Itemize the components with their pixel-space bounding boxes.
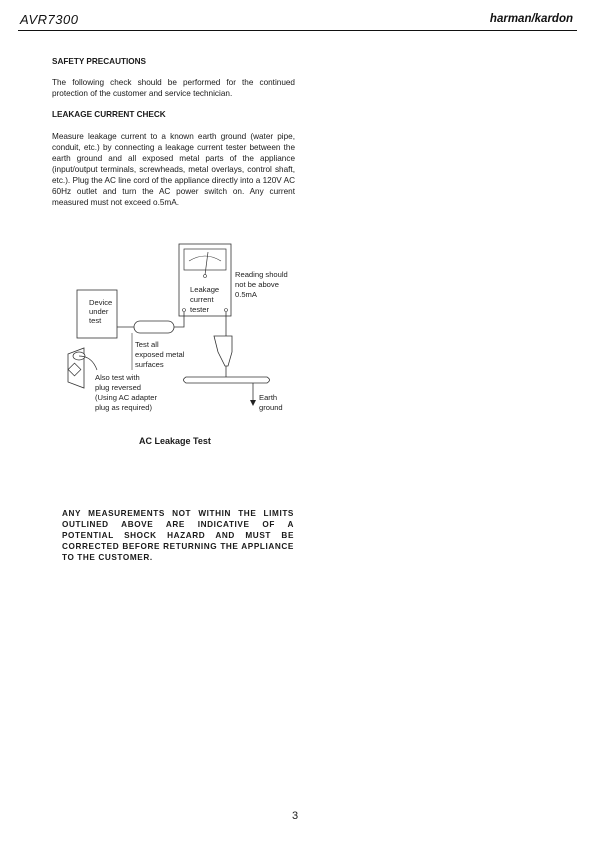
- tester-label-1: Leakage: [190, 285, 220, 294]
- device-label-2: under: [89, 307, 109, 316]
- leakage-section: [52, 110, 295, 119]
- test-probe: [134, 321, 174, 333]
- test-label-2: exposed metal: [135, 350, 185, 359]
- test-label-1: Test all: [135, 340, 159, 349]
- leakage-text: Measure leakage current to a known earth ground (water pipe, conduit, etc.) by connecting a leakage current tester between the earth ground and all exposed metal parts of the appliance (input/output terminals, screwheads, metal overlays, control shaft, etc.). Plug the AC line cord of the appliance directly into a 120V AC 60Hz outlet and turn the AC power switch on. Any current measured must not exceed o.5mA.: [52, 132, 295, 207]
- device-label-1: Device: [89, 298, 113, 307]
- safety-section: [52, 57, 295, 66]
- tester-label-2: current: [190, 295, 214, 304]
- reading-label-1: Reading should: [235, 270, 288, 279]
- leakage-test-diagram: [62, 238, 302, 438]
- earth-pipe: [184, 377, 270, 383]
- plug-label-3: (Using AC adapter: [95, 393, 158, 402]
- page-number: 3: [292, 810, 299, 822]
- earth-label-2: ground: [259, 403, 283, 412]
- earth-ground-icon: [250, 400, 256, 406]
- plug-label-1: Also test with: [95, 373, 140, 382]
- safety-body: [52, 77, 295, 99]
- warning-text: ANY MEASUREMENTS NOT WITHIN THE LIMITS OUTLINED ABOVE ARE INDICATIVE OF A POTENTIAL SHOCK HAZARD AND MUST BE CORRECTED BEFORE RETURNING THE APPLIANCE TO THE CUSTOMER.: [62, 509, 294, 562]
- diagram-caption: AC Leakage Test: [139, 436, 211, 446]
- leakage-body: [52, 131, 295, 208]
- tester-label-3: tester: [190, 305, 209, 314]
- meter-face: [184, 249, 226, 270]
- plug-label-4: plug as required): [95, 403, 152, 412]
- safety-heading: SAFETY PRECAUTIONS: [52, 57, 147, 66]
- earth-label-1: Earth: [259, 393, 278, 402]
- device-label-3: test: [89, 316, 102, 325]
- leakage-heading: LEAKAGE CURRENT CHECK: [52, 110, 166, 119]
- plug-label-2: plug reversed: [95, 383, 142, 392]
- test-label-3: surfaces: [135, 360, 164, 369]
- earth-clamp: [214, 336, 232, 366]
- header-rule: [18, 30, 577, 31]
- model-name: AVR7300: [20, 12, 79, 27]
- brand-logo: harman/kardon: [489, 13, 573, 25]
- reading-label-3: 0.5mA: [235, 290, 257, 299]
- safety-text: The following check should be performed for the continued protection of the customer and service technician.: [52, 78, 295, 98]
- reading-label-2: not be above: [235, 280, 279, 289]
